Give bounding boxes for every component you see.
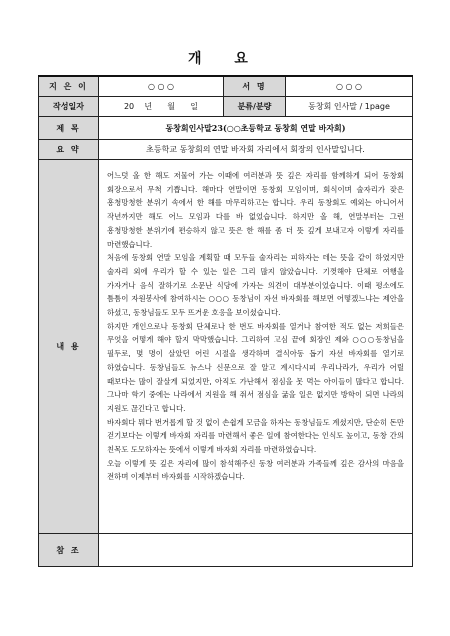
author-value: ○ ○ ○ [99,76,224,97]
signature-label: 서 명 [224,76,286,97]
signature-value: ○ ○ ○ [286,76,413,97]
reference-label: 참 조 [39,534,99,567]
subject-row [39,117,413,140]
category-label: 분류/분량 [224,97,286,117]
category-value: 동창회 인사말 / 1page [286,97,413,117]
summary-value: 초등학교 동창회의 연말 바자회 자리에서 회장의 인사말입니다. [99,140,413,160]
page-title: 개 요 [188,51,262,67]
author-label: 지 은 이 [39,76,99,97]
subject-value: 동창회인사말23(○○초등학교 동창회 연말 바자회) [99,117,413,140]
content-paragraph: 어느덧 올 한 해도 저물어 가는 이때에 여러분과 뜻 깊은 자리를 함께하게 되어 동창회 회장으로서 무척 기쁩니다. 해마다 연말이면 동창회 모임이며, 회식이며 술자리가 잦은 흥청망청한 분위기 속에서 한 해를 마무리하고는 합니다. 우리 동창회도 예외는 아니어서 작년까지만 해도 어느 모임과 다를 바 없었습니다. 하지만 올 해, 연말부터는 그런 흥청망청한 분위기에 편승하지 않고 뜻은 한 해를 좀 더 뜻 깊게 보내고자 이렇게 자리를 마련했습니다. [107,171,404,249]
date-value: 20 년 월 일 [99,97,224,117]
summary-label: 요 약 [39,140,99,160]
content-paragraph: 오늘 이렇게 뜻 깊은 자리에 많이 참석해주신 동창 여러분과 가족들께 깊은 감사의 마음을 전하며 이제부터 바자회를 시작하겠습니다. [107,458,404,482]
reference-row [39,534,413,567]
summary-row [39,140,413,160]
content-row [39,160,413,534]
content-paragraph: 바자회다 뭐다 번거롭게 할 것 없이 손쉽게 모금을 하자는 동창님들도 계셨지만, 단순히 돈만 걷기보다는 이렇게 바자회 자리를 마련해서 좋은 일에 참여한다는 인식도 높이고, 동창 간의 친목도 도모하자는 뜻에서 이렇게 바자회 자리를 마련하였습니다. [107,417,404,455]
date-row [39,97,413,117]
summary-form-table [38,75,413,567]
content-paragraph: 하지만 개인으로나 동창회 단체로나 한 번도 바자회를 열거나 참여한 적도 없는 저희들은 무엇을 어떻게 해야 할지 막막했습니다. 그리하여 고심 끝에 회장인 제와 ○○○동창님을 필두로, 몇 명이 살았던 어린 시절을 생각하며 결식아동 돕기 자선 바자회를 열기로 하였습니다. 동창님들도 뉴스나 신문으로 잘 알고 계시다시피 우리나라가, 우리가 어릴 때보다는 많이 잘살게 되었지만, 아직도 가난해서 점심을 못 먹는 아이들이 많다고 합니다. 그나마 학기 중에는 나라에서 지원을 해 줘서 점심을 굶을 일은 없지만 방학이 되면 나라의 지원도 끊긴다고 합니다. [107,321,404,413]
reference-value [99,534,413,567]
subject-label: 제 목 [39,117,99,140]
content-body [99,160,413,534]
author-row [39,76,413,97]
date-label: 작성일자 [39,97,99,117]
content-paragraph: 처음에 동창회 연말 모임을 계획할 때 모두들 술자리는 피하자는 데는 뜻을 같이 하였지만 술자리 외에 우리가 할 수 있는 일은 그리 많지 않았습니다. 기껏해야 단체로 여행을 가자거나 음식 잘하기로 소문난 식당에 가자는 의견이 대부분이었습니다. 이때 평소에도 틈틈이 자원봉사에 참여하시는 ○○○ 동창님이 자선 바자회를 해보면 어떻겠느냐는 제안을 하셨고, 동창님들도 모두 뜨거운 호응을 보이셨습니다. [107,253,404,318]
content-label: 내 용 [39,160,99,534]
